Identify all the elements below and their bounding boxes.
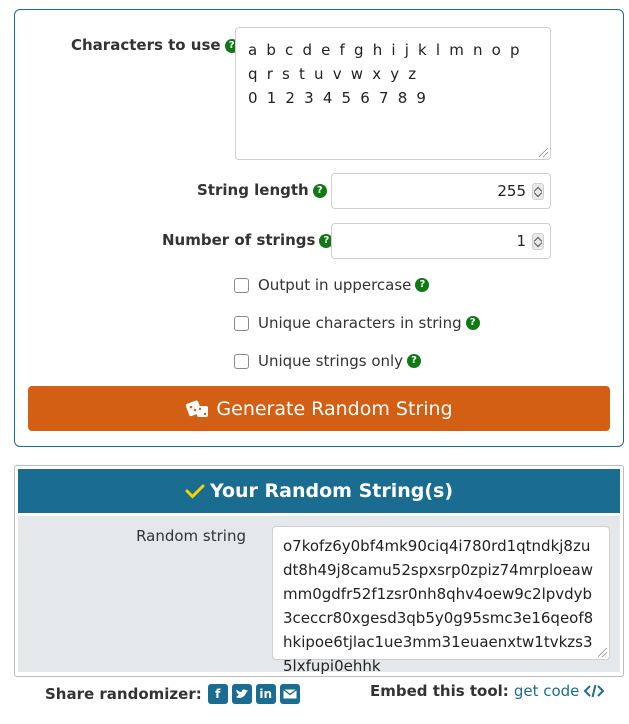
result-textarea[interactable]: [272, 526, 610, 675]
unique-strings-checkbox[interactable]: [234, 354, 249, 369]
email-icon[interactable]: [280, 684, 300, 704]
count-input[interactable]: [331, 223, 551, 259]
generator-panel: [14, 9, 624, 447]
result-panel: [14, 465, 624, 677]
twitter-icon[interactable]: [232, 684, 252, 704]
uppercase-label: Output in uppercase: [258, 276, 412, 294]
chars-textarea[interactable]: [235, 27, 551, 160]
result-title: Your Random String(s): [209, 480, 454, 502]
help-icon[interactable]: ?: [466, 316, 480, 330]
result-header: [18, 469, 620, 513]
count-spinner-icon[interactable]: [532, 233, 544, 250]
result-body: [18, 516, 620, 675]
chars-label-row: [71, 36, 239, 54]
result-value: o7kofz6y0bf4mk90ciq4i780rd1qtndkj8zudt8h49j8camu52spxsrp0zpiz74mrploeawmm0gdfr52f1zsr0nh8qhv4oew9c2lpvdyb3ceccr80xgesd3qb5y0g95smc3e16qeof8hkipoe6tjlac1ue3mm31euaenxtw1tvkzs35lxfupi0ehhk: [283, 537, 594, 675]
unique-chars-checkbox[interactable]: [234, 316, 249, 331]
length-value: 255: [497, 182, 526, 200]
facebook-icon[interactable]: f: [208, 684, 228, 704]
count-label: Number of strings: [162, 231, 316, 249]
embed-label: Embed this tool:: [370, 682, 509, 700]
resize-handle-icon[interactable]: [539, 148, 548, 157]
checkmark-icon: [185, 483, 205, 499]
unique-chars-label: Unique characters in string: [258, 314, 462, 332]
length-label-row: [197, 181, 327, 199]
help-icon[interactable]: ?: [415, 278, 429, 292]
share-row: [45, 684, 300, 704]
help-icon[interactable]: ?: [319, 234, 333, 248]
code-icon[interactable]: [584, 684, 604, 698]
generate-button[interactable]: [28, 386, 610, 431]
unique-strings-label: Unique strings only: [258, 352, 404, 370]
count-value: 1: [516, 232, 526, 250]
help-icon[interactable]: ?: [407, 354, 421, 368]
unique-chars-option[interactable]: [234, 314, 480, 332]
uppercase-checkbox[interactable]: [234, 278, 249, 293]
generate-label: Generate Random String: [216, 397, 453, 420]
length-input[interactable]: [331, 173, 551, 209]
length-label: String length: [197, 181, 309, 199]
get-code-link[interactable]: get code: [513, 682, 580, 700]
length-spinner-icon[interactable]: [532, 183, 544, 200]
uppercase-option[interactable]: [234, 276, 429, 294]
help-icon[interactable]: ?: [313, 184, 327, 198]
help-icon[interactable]: ?: [225, 39, 239, 53]
chars-value: a b c d e f g h i j k l m n o p q r s t u v w x y z 0 1 2 3 4 5 6 7 8 9: [248, 41, 522, 107]
chars-label: Characters to use: [71, 36, 221, 54]
share-label: Share randomizer:: [45, 685, 202, 703]
dice-icon: [185, 398, 211, 420]
embed-row: [370, 682, 604, 700]
resize-handle-icon[interactable]: [598, 648, 607, 657]
unique-strings-option[interactable]: [234, 352, 421, 370]
result-label: Random string: [136, 527, 246, 545]
count-label-row: [162, 231, 333, 249]
linkedin-icon[interactable]: in: [256, 684, 276, 704]
